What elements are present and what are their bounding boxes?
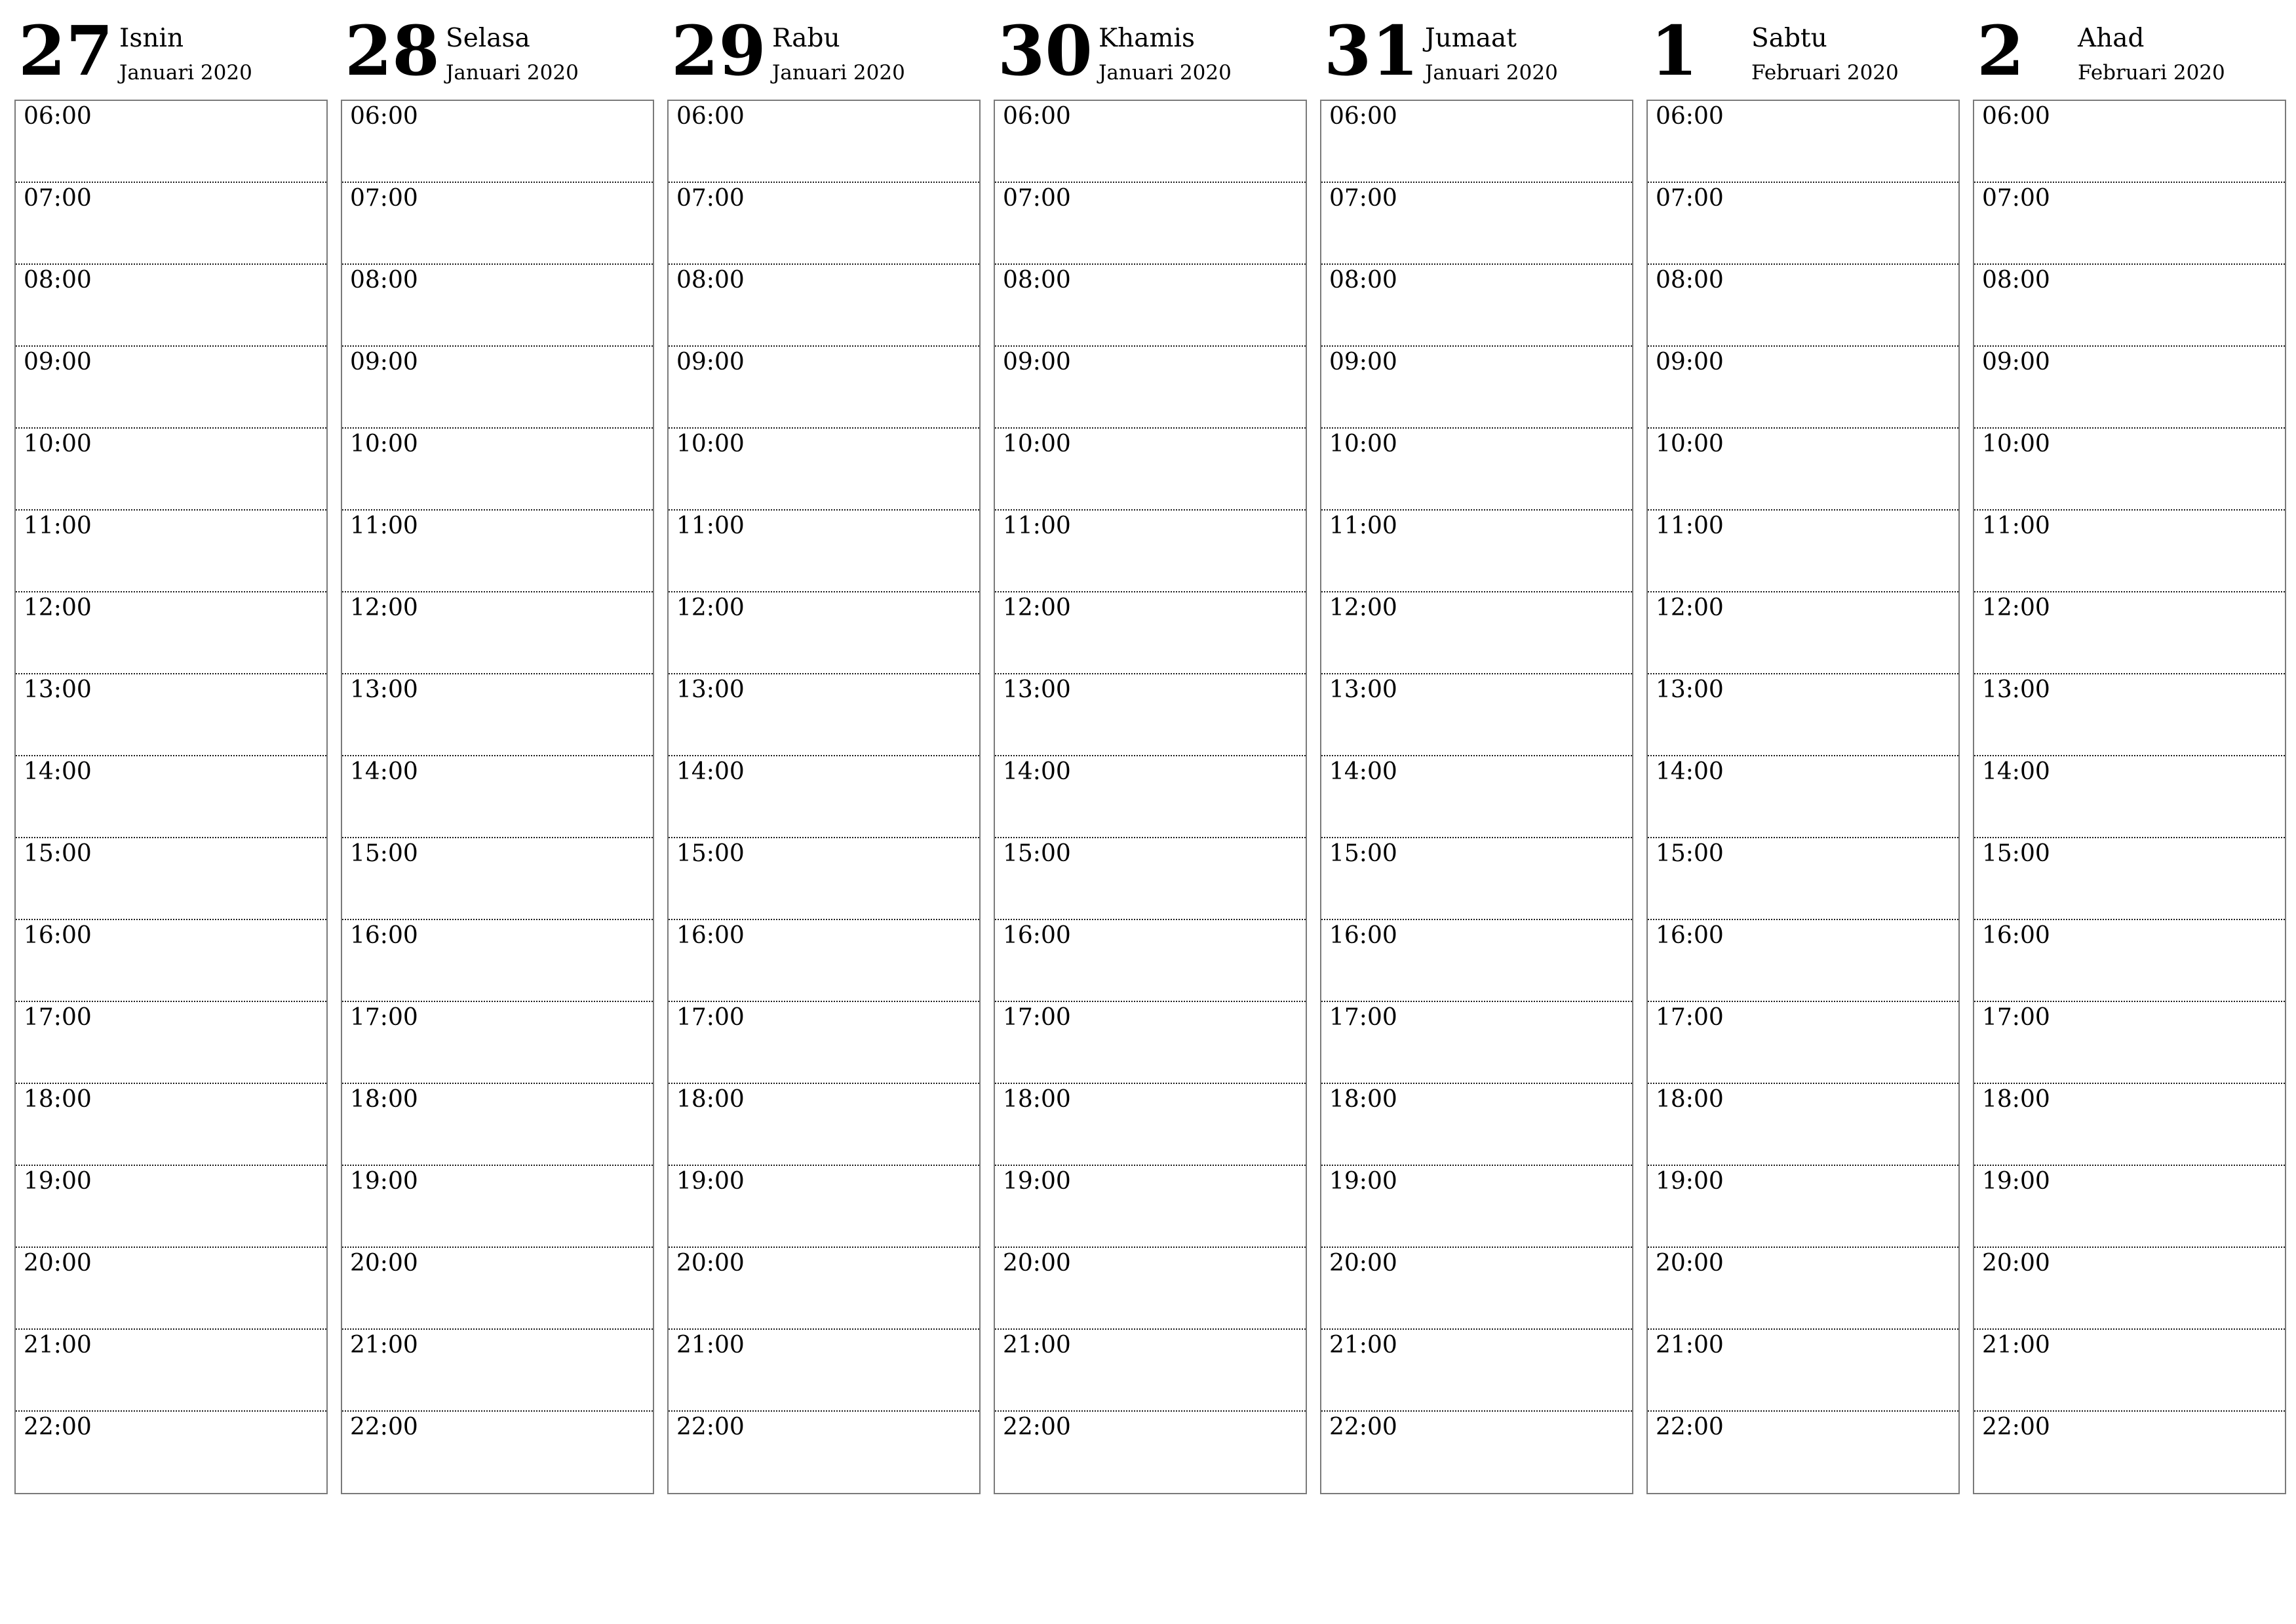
time-label: 06:00 [1329,103,1397,130]
time-label: 19:00 [350,1168,418,1195]
time-slot[interactable] [669,1330,979,1412]
time-label: 16:00 [24,922,92,949]
time-label: 13:00 [1003,676,1071,703]
time-slot[interactable] [342,1002,653,1084]
time-label: 15:00 [350,840,418,867]
time-slot[interactable] [1321,592,1632,674]
time-label: 15:00 [676,840,745,867]
day-number: 1 [1650,10,1698,91]
time-slot[interactable] [995,1166,1306,1248]
time-slot[interactable] [1321,1166,1632,1248]
time-slot[interactable] [342,1084,653,1166]
time-label: 20:00 [1329,1250,1397,1277]
day-number: 27 [18,10,113,91]
time-slot[interactable] [1321,1248,1632,1330]
time-label: 08:00 [24,267,92,294]
time-label: 20:00 [1003,1250,1071,1277]
time-slots [14,100,328,1494]
weekday-name: Jumaat [1425,24,1517,53]
time-slot[interactable] [16,674,326,756]
day-header [667,0,981,98]
time-slot[interactable] [342,674,653,756]
time-slot[interactable] [669,592,979,674]
time-slot[interactable] [669,756,979,838]
time-label: 20:00 [350,1250,418,1277]
time-label: 13:00 [1982,676,2050,703]
time-slot[interactable] [1974,511,2285,592]
time-label: 19:00 [1982,1168,2050,1195]
time-label: 06:00 [24,103,92,130]
time-slot[interactable] [1974,429,2285,511]
time-slot[interactable] [1648,347,1958,429]
time-slot[interactable] [995,511,1306,592]
day-header [341,0,654,98]
time-label: 14:00 [350,758,418,785]
time-slot[interactable] [1974,347,2285,429]
time-slot[interactable] [669,429,979,511]
time-slot[interactable] [1974,674,2285,756]
day-column [1973,0,2286,1501]
time-label: 16:00 [1329,922,1397,949]
time-slot[interactable] [16,183,326,265]
time-slot[interactable] [1974,1166,2285,1248]
time-slot[interactable] [1648,1412,1958,1493]
time-slot[interactable] [16,511,326,592]
time-label: 21:00 [1656,1332,1724,1359]
time-label: 09:00 [24,349,92,376]
time-slot[interactable] [669,1166,979,1248]
time-label: 19:00 [1656,1168,1724,1195]
time-label: 21:00 [1329,1332,1397,1359]
time-label: 22:00 [1003,1414,1071,1440]
time-label: 09:00 [350,349,418,376]
time-slot[interactable] [995,101,1306,183]
time-slot[interactable] [16,347,326,429]
day-column [341,0,654,1501]
time-label: 08:00 [676,267,745,294]
time-label: 07:00 [350,185,418,212]
time-label: 17:00 [350,1004,418,1031]
time-label: 21:00 [1003,1332,1071,1359]
time-label: 16:00 [1003,922,1071,949]
time-label: 21:00 [676,1332,745,1359]
time-label: 08:00 [1656,267,1724,294]
time-label: 10:00 [350,431,418,457]
time-slot[interactable] [16,1002,326,1084]
time-slot[interactable] [1321,1412,1632,1493]
time-label: 22:00 [1656,1414,1724,1440]
time-slot[interactable] [995,674,1306,756]
time-slot[interactable] [1648,838,1958,920]
time-slot[interactable] [1321,101,1632,183]
time-label: 17:00 [1329,1004,1397,1031]
time-slot[interactable] [1648,592,1958,674]
time-label: 17:00 [1656,1004,1724,1031]
time-slot[interactable] [16,101,326,183]
time-label: 13:00 [676,676,745,703]
time-label: 22:00 [350,1414,418,1440]
time-label: 11:00 [1656,512,1724,539]
time-label: 14:00 [676,758,745,785]
time-slots [1646,100,1960,1494]
time-label: 07:00 [1329,185,1397,212]
time-label: 10:00 [24,431,92,457]
time-label: 10:00 [1656,431,1724,457]
time-slots [341,100,654,1494]
time-label: 08:00 [1329,267,1397,294]
time-label: 22:00 [1982,1414,2050,1440]
time-label: 10:00 [1329,431,1397,457]
time-label: 10:00 [1982,431,2050,457]
time-slot[interactable] [669,347,979,429]
day-column [14,0,328,1501]
time-label: 09:00 [1656,349,1724,376]
time-slot[interactable] [1648,756,1958,838]
weekday-name: Ahad [2078,24,2145,53]
time-slot[interactable] [1321,1002,1632,1084]
time-slot[interactable] [342,1330,653,1412]
time-label: 07:00 [1656,185,1724,212]
time-label: 09:00 [1003,349,1071,376]
month-year: Januari 2020 [119,61,252,85]
time-label: 20:00 [24,1250,92,1277]
time-label: 11:00 [1003,512,1071,539]
time-label: 14:00 [1656,758,1724,785]
time-slot[interactable] [1974,838,2285,920]
day-column [1320,0,1633,1501]
month-year: Januari 2020 [1425,61,1558,85]
time-slot[interactable] [1648,1248,1958,1330]
day-number: 2 [1977,10,2025,91]
time-label: 13:00 [1656,676,1724,703]
time-label: 19:00 [1329,1168,1397,1195]
time-label: 21:00 [24,1332,92,1359]
time-slot[interactable] [342,429,653,511]
time-slot[interactable] [669,1248,979,1330]
day-header [994,0,1307,98]
weekday-name: Sabtu [1751,24,1827,53]
time-label: 18:00 [676,1086,745,1113]
time-slot[interactable] [669,183,979,265]
time-label: 08:00 [350,267,418,294]
time-label: 17:00 [24,1004,92,1031]
time-slot[interactable] [1321,838,1632,920]
weekday-name: Isnin [119,24,184,53]
time-slot[interactable] [1974,265,2285,347]
time-label: 21:00 [1982,1332,2050,1359]
time-slot[interactable] [995,265,1306,347]
time-label: 06:00 [1003,103,1071,130]
time-slot[interactable] [16,756,326,838]
time-label: 11:00 [676,512,745,539]
time-slot[interactable] [342,838,653,920]
day-header [1320,0,1633,98]
time-label: 12:00 [1656,594,1724,621]
time-label: 16:00 [1982,922,2050,949]
time-label: 19:00 [1003,1168,1071,1195]
time-label: 11:00 [1982,512,2050,539]
time-label: 12:00 [676,594,745,621]
time-slot[interactable] [1974,101,2285,183]
time-label: 08:00 [1003,267,1071,294]
time-slot[interactable] [995,1412,1306,1493]
day-column [667,0,981,1501]
time-slot[interactable] [342,183,653,265]
time-label: 13:00 [350,676,418,703]
time-slot[interactable] [995,1084,1306,1166]
weekly-planner [14,0,2286,1501]
time-slots [1320,100,1633,1494]
time-label: 15:00 [24,840,92,867]
time-slot[interactable] [995,347,1306,429]
time-slot[interactable] [1321,265,1632,347]
time-slot[interactable] [995,1248,1306,1330]
time-slot[interactable] [1648,1002,1958,1084]
time-slot[interactable] [669,920,979,1002]
time-slot[interactable] [1974,1248,2285,1330]
time-label: 15:00 [1656,840,1724,867]
time-slot[interactable] [1321,1084,1632,1166]
month-year: Januari 2020 [1099,61,1232,85]
time-slot[interactable] [1648,920,1958,1002]
time-label: 12:00 [1003,594,1071,621]
time-label: 20:00 [676,1250,745,1277]
time-label: 12:00 [1982,594,2050,621]
month-year: Februari 2020 [2078,61,2225,85]
time-label: 22:00 [1329,1414,1397,1440]
time-slot[interactable] [1321,429,1632,511]
day-header [14,0,328,98]
time-slot[interactable] [995,183,1306,265]
time-label: 08:00 [1982,267,2050,294]
weekday-name: Selasa [446,24,530,53]
time-slot[interactable] [1974,1412,2285,1493]
time-label: 17:00 [1982,1004,2050,1031]
day-header [1646,0,1960,98]
time-slot[interactable] [669,1084,979,1166]
day-column [1646,0,1960,1501]
time-label: 09:00 [1329,349,1397,376]
time-slot[interactable] [995,838,1306,920]
time-label: 06:00 [350,103,418,130]
time-label: 18:00 [1003,1086,1071,1113]
time-slots [667,100,981,1494]
time-slot[interactable] [342,347,653,429]
time-label: 18:00 [1656,1086,1724,1113]
time-slot[interactable] [342,1166,653,1248]
time-slot[interactable] [1974,756,2285,838]
time-label: 11:00 [1329,512,1397,539]
time-label: 16:00 [1656,922,1724,949]
time-slot[interactable] [1974,592,2285,674]
time-slot[interactable] [669,674,979,756]
time-slot[interactable] [1321,183,1632,265]
month-year: Januari 2020 [446,61,579,85]
time-slot[interactable] [1648,1330,1958,1412]
time-slot[interactable] [1321,920,1632,1002]
day-number: 30 [998,10,1093,91]
day-number: 31 [1324,10,1419,91]
time-slot[interactable] [1321,511,1632,592]
time-label: 18:00 [350,1086,418,1113]
time-label: 17:00 [1003,1004,1071,1031]
time-slot[interactable] [1321,756,1632,838]
time-label: 18:00 [1982,1086,2050,1113]
time-label: 20:00 [1982,1250,2050,1277]
time-slot[interactable] [342,920,653,1002]
time-label: 14:00 [1982,758,2050,785]
time-slot[interactable] [342,101,653,183]
time-slot[interactable] [342,756,653,838]
weekday-name: Rabu [772,24,840,53]
time-slot[interactable] [16,1330,326,1412]
day-header [1973,0,2286,98]
time-label: 06:00 [1982,103,2050,130]
time-label: 17:00 [676,1004,745,1031]
time-label: 13:00 [24,676,92,703]
time-slot[interactable] [16,1248,326,1330]
time-slot[interactable] [1648,265,1958,347]
time-slot[interactable] [1974,1084,2285,1166]
time-slot[interactable] [669,511,979,592]
time-slots [1973,100,2286,1494]
time-slot[interactable] [995,429,1306,511]
time-slot[interactable] [669,265,979,347]
time-slot[interactable] [995,1330,1306,1412]
time-slot[interactable] [1648,511,1958,592]
time-label: 16:00 [350,922,418,949]
time-label: 18:00 [1329,1086,1397,1113]
time-slot[interactable] [16,1412,326,1493]
time-label: 11:00 [24,512,92,539]
day-column [994,0,1307,1501]
time-slot[interactable] [1648,1084,1958,1166]
time-label: 10:00 [676,431,745,457]
time-slot[interactable] [342,265,653,347]
time-label: 12:00 [350,594,418,621]
time-label: 14:00 [1329,758,1397,785]
time-label: 15:00 [1329,840,1397,867]
time-slot[interactable] [995,920,1306,1002]
time-slot[interactable] [16,1084,326,1166]
time-label: 14:00 [24,758,92,785]
time-label: 09:00 [1982,349,2050,376]
time-slot[interactable] [342,1412,653,1493]
day-number: 28 [345,10,440,91]
time-label: 16:00 [676,922,745,949]
time-slot[interactable] [995,1002,1306,1084]
time-label: 15:00 [1003,840,1071,867]
time-slot[interactable] [342,511,653,592]
time-label: 22:00 [676,1414,745,1440]
weekday-name: Khamis [1099,24,1195,53]
time-label: 06:00 [1656,103,1724,130]
time-label: 12:00 [24,594,92,621]
time-slot[interactable] [1974,1002,2285,1084]
time-slot[interactable] [342,1248,653,1330]
time-label: 13:00 [1329,676,1397,703]
time-label: 18:00 [24,1086,92,1113]
time-label: 19:00 [676,1168,745,1195]
time-slot[interactable] [1321,1330,1632,1412]
time-slot[interactable] [995,756,1306,838]
time-slot[interactable] [16,265,326,347]
time-label: 22:00 [24,1414,92,1440]
time-slot[interactable] [342,592,653,674]
month-year: Februari 2020 [1751,61,1899,85]
time-slot[interactable] [16,838,326,920]
time-slot[interactable] [1974,1330,2285,1412]
time-label: 20:00 [1656,1250,1724,1277]
time-label: 14:00 [1003,758,1071,785]
time-label: 06:00 [676,103,745,130]
time-label: 11:00 [350,512,418,539]
time-slot[interactable] [669,101,979,183]
time-slot[interactable] [1321,347,1632,429]
time-label: 09:00 [676,349,745,376]
time-slot[interactable] [1648,183,1958,265]
time-label: 19:00 [24,1168,92,1195]
time-label: 07:00 [1003,185,1071,212]
time-slot[interactable] [16,1166,326,1248]
time-slot[interactable] [669,1412,979,1493]
time-slot[interactable] [1648,101,1958,183]
time-slot[interactable] [1321,674,1632,756]
time-label: 07:00 [676,185,745,212]
time-label: 07:00 [24,185,92,212]
time-slot[interactable] [16,920,326,1002]
time-slot[interactable] [1974,920,2285,1002]
time-slot[interactable] [669,838,979,920]
time-label: 21:00 [350,1332,418,1359]
time-slot[interactable] [995,592,1306,674]
time-label: 07:00 [1982,185,2050,212]
time-slot[interactable] [1974,183,2285,265]
time-slot[interactable] [16,429,326,511]
time-label: 12:00 [1329,594,1397,621]
time-slot[interactable] [1648,429,1958,511]
time-slot[interactable] [669,1002,979,1084]
time-label: 10:00 [1003,431,1071,457]
day-number: 29 [671,10,766,91]
time-slots [994,100,1307,1494]
time-slot[interactable] [1648,1166,1958,1248]
time-slot[interactable] [1648,674,1958,756]
time-label: 15:00 [1982,840,2050,867]
month-year: Januari 2020 [772,61,905,85]
time-slot[interactable] [16,592,326,674]
